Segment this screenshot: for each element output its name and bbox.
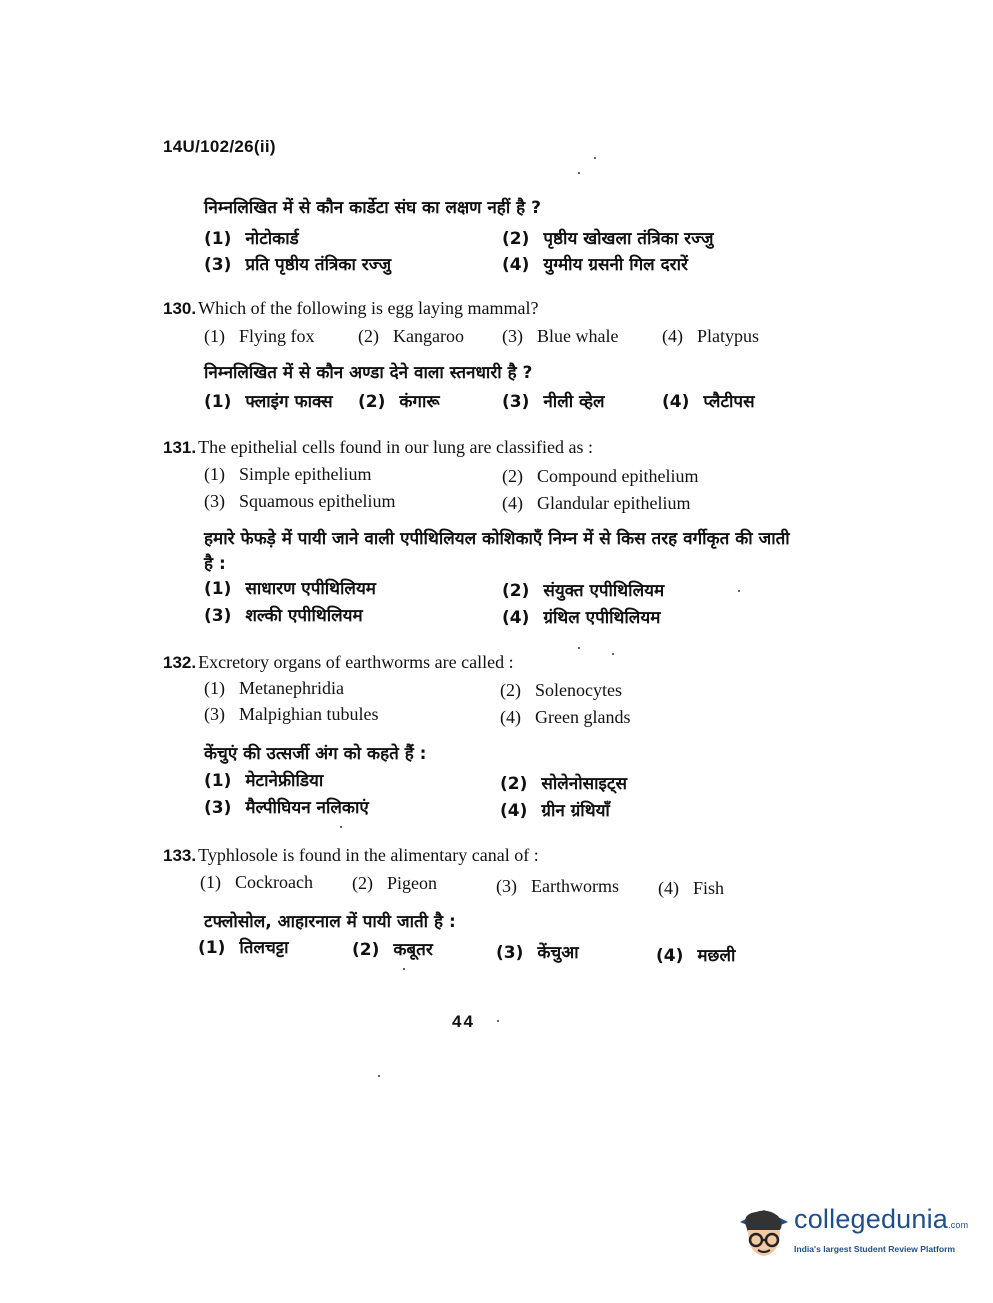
scan-speck xyxy=(340,826,342,828)
q132-option-1: (1) Metanephridia xyxy=(204,678,344,698)
q132-hindi-option-3: (3) मैल्पीघियन नलिकाएं xyxy=(204,798,369,818)
q131-hindi-question: हमारे फेफड़े में पायी जाने वाली एपीथिलियल कोशिकाएँ निम्न में से किस तरह वर्गीकृत की जाती है : xyxy=(204,529,790,574)
q132-hindi-option-4: (4) ग्रीन ग्रंथियाँ xyxy=(500,801,610,821)
logo-tagline: India's largest Student Review Platform xyxy=(794,1244,956,1254)
q133-hindi-option-4: (4) मछली xyxy=(656,946,736,966)
q133-hindi-option-1: (1) तिलचट्टा xyxy=(198,938,289,958)
collegedunia-logo xyxy=(734,1196,969,1266)
q132-hindi-option-2: (2) सोलेनोसाइट्स xyxy=(500,774,627,794)
scan-speck xyxy=(594,157,596,159)
q132-option-4: (4) Green glands xyxy=(500,707,631,727)
q133-option-4: (4) Fish xyxy=(658,878,725,898)
q132-hindi-option-1: (1) मेटानेफ्रीडिया xyxy=(204,771,324,791)
scan-speck xyxy=(612,653,614,655)
q129-hindi-option-2: (2) पृष्ठीय खोखला तंत्रिका रज्जु xyxy=(502,229,714,249)
q130-question: 130. Which of the following is egg laying mammal? xyxy=(163,298,539,318)
q130-hindi-option-4: (4) प्लैटीपस xyxy=(662,392,755,412)
q133-option-2: (2) Pigeon xyxy=(352,873,438,893)
scan-speck xyxy=(578,172,580,174)
q131-hindi-option-3: (3) शल्की एपीथिलियम xyxy=(204,606,363,626)
q133-hindi-question: टफ्लोसोल, आहारनाल में पायी जाती है : xyxy=(204,912,456,932)
logo-wordmark: collegedunia.com xyxy=(794,1204,969,1234)
q133-hindi-option-3: (3) केंचुआ xyxy=(496,943,579,963)
q132-option-2: (2) Solenocytes xyxy=(500,680,622,700)
q130-option-1: (1) Flying fox xyxy=(204,326,315,346)
q133-question: 133. Typhlosole is found in the alimentary canal of : xyxy=(163,845,539,865)
q129-hindi-option-3: (3) प्रति पृष्ठीय तंत्रिका रज्जु xyxy=(204,255,392,275)
q129-hindi-question: निम्नलिखित में से कौन कार्डेटा संघ का लक्षण नहीं है ? xyxy=(204,198,541,218)
scan-speck xyxy=(403,968,405,970)
q131-hindi-option-4: (4) ग्रंथिल एपीथिलियम xyxy=(502,608,661,628)
scan-speck xyxy=(378,1075,380,1077)
q131-option-1: (1) Simple epithelium xyxy=(204,464,372,484)
q129-hindi-option-1: (1) नोटोकार्ड xyxy=(204,229,299,249)
q132-hindi-question: केंचुएं की उत्सर्जी अंग को कहते हैं : xyxy=(204,744,427,764)
q131-option-2: (2) Compound epithelium xyxy=(502,466,699,486)
q131-hindi-option-1: (1) साधारण एपीथिलियम xyxy=(204,579,376,599)
q130-option-4: (4) Platypus xyxy=(662,326,760,346)
q133-hindi-option-2: (2) कबूतर xyxy=(352,940,433,960)
scan-speck xyxy=(578,647,580,649)
q130-hindi-option-2: (2) कंगारू xyxy=(358,392,440,412)
q131-hindi-option-2: (2) संयुक्त एपीथिलियम xyxy=(502,581,665,601)
q131-option-3: (3) Squamous epithelium xyxy=(204,491,396,511)
q130-hindi-option-3: (3) नीली व्हेल xyxy=(502,392,605,412)
page-number: 44 xyxy=(452,1012,475,1031)
scan-speck xyxy=(738,590,740,592)
q130-option-2: (2) Kangaroo xyxy=(358,326,464,346)
q130-hindi-option-1: (1) फ्लाइंग फाक्स xyxy=(204,392,333,412)
q131-question: 131. The epithelial cells found in our lung are classified as : xyxy=(163,437,593,457)
q129-hindi-option-4: (4) युग्मीय ग्रसनी गिल दरारें xyxy=(502,255,688,275)
q130-option-3: (3) Blue whale xyxy=(502,326,619,346)
mascot-icon xyxy=(734,1196,792,1266)
scan-speck xyxy=(497,1020,499,1022)
paper-code: 14U/102/26(ii) xyxy=(163,137,276,156)
q133-option-3: (3) Earthworms xyxy=(496,876,619,896)
q133-option-1: (1) Cockroach xyxy=(200,872,313,892)
q130-hindi-question: निम्नलिखित में से कौन अण्डा देने वाला स्तनधारी है ? xyxy=(204,363,533,383)
q132-question: 132. Excretory organs of earthworms are called : xyxy=(163,652,514,672)
q132-option-3: (3) Malpighian tubules xyxy=(204,704,379,724)
q131-option-4: (4) Glandular epithelium xyxy=(502,493,691,513)
